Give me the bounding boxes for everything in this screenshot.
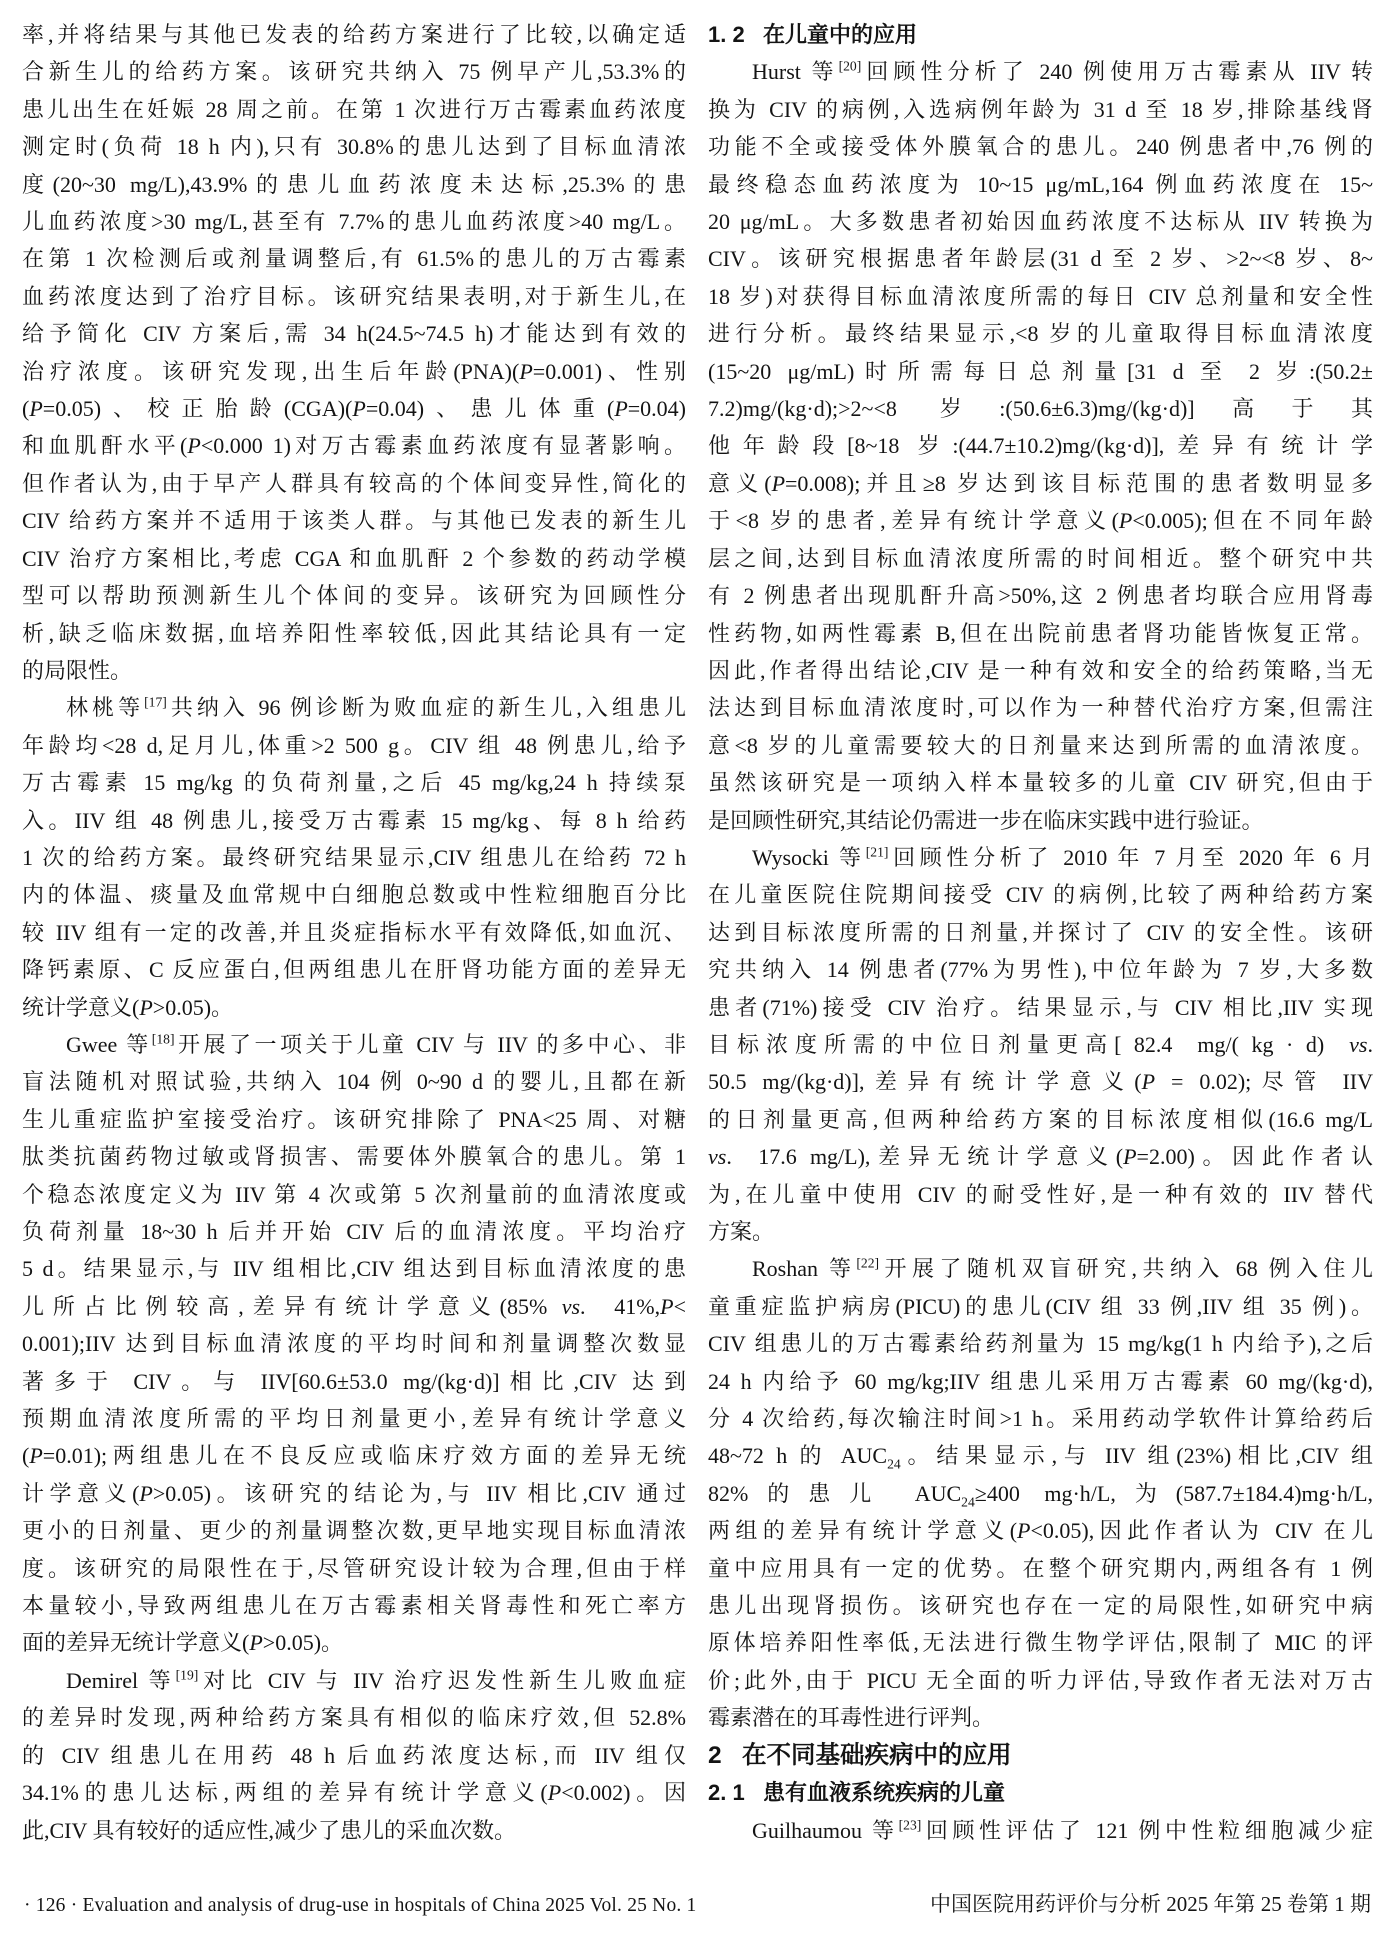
- heading-text: 1. 2 在儿童中的应用: [708, 22, 918, 47]
- text-line: 患儿出现肾损伤。该研究也存在一定的局限性,如研究中病: [708, 1593, 1373, 1619]
- heading-text: 2. 1 患有血液系统疾病的儿童: [708, 1780, 1006, 1806]
- text-line: (15~20 μg/mL)时所需每日总剂量[31 d 至 2 岁:(50.2±: [708, 358, 1373, 384]
- text-line: 究共纳入 14 例患者(77%为男性),中位年龄为 7 岁,大多数: [708, 957, 1373, 983]
- text-line: 48~72 h 的 $AUC_{24}$。结果显示,与 IIV 组(23%)相比,CIV 组: [708, 1443, 1373, 1472]
- text-line: 更小的日剂量、更少的剂量调整次数,更早地实现目标血清浓: [22, 1518, 686, 1544]
- text-line: 18 岁)对获得目标血清浓度所需的每日 CIV 总剂量和安全性: [708, 283, 1373, 309]
- text-line: 的日剂量更高,但两种给药方案的目标浓度相似(16.6 mg/L: [708, 1106, 1373, 1132]
- text-line: vs. 17.6 mg/L),差异无统计学意义(P=2.00)。因此作者认: [708, 1144, 1373, 1170]
- text-line: 生儿重症监护室接受治疗。该研究排除了 PNA<25 周、对糖: [22, 1106, 686, 1132]
- text-line: 意义(P=0.008);并且≥8 岁达到该目标范围的患者数明显多: [708, 470, 1374, 496]
- text-line: 血药浓度达到了治疗目标。该研究结果表明,对于新生儿,在: [22, 283, 686, 309]
- text-line: 本量较小,导致两组患儿在万古霉素相关肾毒性和死亡率方: [22, 1593, 686, 1619]
- text-line: 个稳态浓度定义为 IIV 第 4 次或第 5 次剂量前的血清浓度或: [22, 1181, 686, 1207]
- text-line: CIV。该研究根据患者年龄层(31 d 至 2 岁、>2~<8 岁、8~: [708, 246, 1373, 272]
- text-line: 在儿童医院住院期间接受 CIV 的病例,比较了两种给药方案: [708, 882, 1373, 908]
- text-line: 霉素潜在的耳毒性进行评判。: [708, 1705, 995, 1731]
- text-line: Demirel 等[19]对比 CIV 与 IIV 治疗迟发性新生儿败血症: [66, 1667, 686, 1693]
- text-line: 两组的差异有统计学意义(P<0.05),因此作者认为 CIV 在儿: [708, 1518, 1374, 1544]
- text-line: (P=0.05)、校正胎龄(CGA)(P=0.04)、患儿体重(P=0.04): [22, 396, 686, 422]
- text-line: 价;此外,由于 PICU 无全面的听力评估,导致作者无法对万古: [708, 1667, 1373, 1693]
- text-line: 在第 1 次检测后或剂量调整后,有 61.5%的患儿的万古霉素: [22, 246, 686, 272]
- text-line: 肽类抗菌药物过敏或肾损害、需要体外膜氧合的患儿。第 1: [22, 1144, 686, 1170]
- paragraph: [708, 1250, 1373, 1736]
- paragraph: [708, 839, 1373, 1250]
- text-line: 儿血药浓度>30 mg/L,甚至有 7.7%的患儿血药浓度>40 mg/L。: [22, 209, 686, 235]
- text-line: 万古霉素 15 mg/kg 的负荷剂量,之后 45 mg/kg,24 h 持续泵: [22, 770, 686, 796]
- text-line: 预期血清浓度所需的平均日剂量更小,差异有统计学意义: [22, 1406, 686, 1432]
- paragraph: [22, 689, 686, 1026]
- text-line: 性药物,如两性霉素 B,但在出院前患者肾功能皆恢复正常。: [708, 620, 1373, 646]
- text-line: 因此,作者得出结论,CIV 是一种有效和安全的给药策略,当无: [708, 657, 1373, 683]
- text-line: 儿所占比例较高,差异有统计学意义(85% vs. 41%,P<: [22, 1293, 687, 1319]
- text-line: 有 2 例患者出现肌酐升高>50%,这 2 例患者均联合应用肾毒: [708, 583, 1373, 609]
- text-line: 的局限性。: [22, 657, 133, 683]
- text-line: 24 h 内给予 60 mg/kg;IIV 组患儿采用万古霉素 60 mg/(kg·d),: [708, 1368, 1373, 1394]
- paragraph: [22, 16, 686, 689]
- text-line: 析,缺乏临床数据,血培养阳性率较低,因此其结论具有一定: [22, 620, 686, 646]
- text-line: 的差异时发现,两种给药方案具有相似的临床疗效,但 52.8%: [22, 1705, 686, 1731]
- text-line: 童重症监护病房(PICU)的患儿(CIV 组 33 例,IIV 组 35 例)。: [708, 1293, 1373, 1319]
- text-line: 层之间,达到目标血清浓度所需的时间相近。整个研究中共: [708, 545, 1373, 571]
- text-line: 此,CIV 具有较好的适应性,减少了患儿的采血次数。: [22, 1817, 516, 1843]
- section-heading: [708, 1737, 1373, 1774]
- text-line: 测定时(负荷 18 h 内),只有 30.8%的患儿达到了目标血清浓: [22, 134, 686, 160]
- text-line: 为,在儿童中使用 CIV 的耐受性好,是一种有效的 IIV 替代: [708, 1181, 1373, 1207]
- text-line: 率,并将结果与其他已发表的给药方案进行了比较,以确定适: [22, 22, 686, 47]
- text-line: 和血肌酐水平(P<0.000 1)对万古霉素血药浓度有显著影响。: [22, 433, 686, 459]
- text-line: 年龄均<28 d,足月儿,体重>2 500 g。CIV 组 48 例患儿,给予: [22, 732, 686, 758]
- text-line: 著多于 CIV。与 IIV[60.6±53.0 mg/(kg·d)]相比,CIV 达到: [22, 1368, 686, 1394]
- text-line: 统计学意义(P>0.05)。: [22, 994, 234, 1020]
- text-line: 50.5 mg/(kg·d)],差异有统计学意义(P = 0.02);尽管 IIV: [708, 1069, 1373, 1095]
- heading-text: 2 在不同基础疾病中的应用: [708, 1741, 1012, 1769]
- text-line: 20 μg/mL。大多数患者初始因血药浓度不达标从 IIV 转换为: [708, 209, 1373, 235]
- text-line: 患者(71%)接受 CIV 治疗。结果显示,与 CIV 相比,IIV 实现: [708, 994, 1373, 1020]
- text-line: (P=0.01);两组患儿在不良反应或临床疗效方面的差异无统: [22, 1443, 686, 1469]
- text-line: 分 4 次给药,每次输注时间>1 h。采用药动学软件计算给药后: [708, 1406, 1373, 1432]
- text-line: CIV 治疗方案相比,考虑 CGA 和血肌酐 2 个参数的药动学模: [22, 545, 686, 571]
- text-line: 虽然该研究是一项纳入样本量较多的儿童 CIV 研究,但由于: [708, 770, 1373, 796]
- text-line: 负荷剂量 18~30 h 后并开始 CIV 后的血清浓度。平均治疗: [22, 1219, 686, 1244]
- text-line: 林桃等[17]共纳入 96 例诊断为败血症的新生儿,入组患儿: [66, 694, 686, 721]
- text-line: 的 CIV 组患儿在用药 48 h 后血药浓度达标,而 IIV 组仅: [22, 1742, 686, 1768]
- text-line: Gwee 等[18]开展了一项关于儿童 CIV 与 IIV 的多中心、非: [66, 1031, 686, 1057]
- text-line: 方案。: [708, 1219, 775, 1244]
- text-line: 7.2)mg/(kg·d);>2~<8 岁:(50.6±6.3)mg/(kg·d)]高于其: [708, 396, 1373, 422]
- text-line: 82%的患儿 $AUC_{24}\ge 400$ mg·h/L,为(587.7±184.4)mg·h/L,: [708, 1480, 1374, 1510]
- text-line: 1 次的给药方案。最终研究结果显示,CIV 组患儿在给药 72 h: [22, 844, 686, 870]
- text-line: 度。该研究的局限性在于,尽管研究设计较为合理,但由于样: [22, 1555, 686, 1581]
- text-line: 童中应用具有一定的优势。在整个研究期内,两组各有 1 例: [708, 1555, 1373, 1581]
- text-line: 换为 CIV 的病例,入选病例年龄为 31 d 至 18 岁,排除基线肾: [708, 96, 1373, 122]
- section-heading: [708, 1774, 1373, 1811]
- section-heading: [708, 16, 1373, 53]
- text-line: 但作者认为,由于早产人群具有较高的个体间变异性,简化的: [22, 470, 686, 496]
- right-column: [708, 16, 1373, 1849]
- text-line: 计学意义(P>0.05)。该研究的结论为,与 IIV 相比,CIV 通过: [22, 1480, 687, 1506]
- text-line: 患儿出生在妊娠 28 周之前。在第 1 次进行万古霉素血药浓度: [22, 96, 686, 122]
- text-line: 原体培养阳性率低,无法进行微生物学评估,限制了 MIC 的评: [708, 1630, 1373, 1656]
- text-line: 进行分析。最终结果显示,<8 岁的儿童取得目标血清浓度: [708, 321, 1373, 347]
- text-line: 最终稳态血药浓度为 10~15 μg/mL,164 例血药浓度在 15~: [708, 171, 1373, 197]
- text-line: 34.1%的患儿达标,两组的差异有统计学意义(P<0.002)。因: [22, 1780, 687, 1806]
- text-line: 于<8 岁的患者,差异有统计学意义(P<0.005);但在不同年龄: [708, 508, 1373, 534]
- paragraph: [708, 1812, 1373, 1849]
- text-line: 意<8 岁的儿童需要较大的日剂量来达到所需的血清浓度。: [708, 732, 1373, 758]
- text-line: 治疗浓度。该研究发现,出生后年龄(PNA)(P=0.001)、性别: [22, 358, 687, 384]
- page-footer: [24, 1888, 1371, 1918]
- text-line: Wysocki 等[21]回顾性分析了 2010 年 7 月至 2020 年 6 月: [752, 844, 1373, 870]
- footer-english-running-title: · 126 · Evaluation and analysis of drug-use in hospitals of China 2025 Vol. 25 No. 1: [24, 1895, 697, 1916]
- paragraph: [22, 1026, 686, 1662]
- text-line: 是回顾性研究,其结论仍需进一步在临床实践中进行验证。: [708, 807, 1264, 833]
- text-line: Hurst 等[20]回顾性分析了 240 例使用万古霉素从 IIV 转: [752, 59, 1373, 85]
- text-line: Guilhaumou 等[23]回顾性评估了 121 例中性粒细胞减少症: [752, 1817, 1373, 1843]
- paragraph: [708, 53, 1373, 839]
- text-line: 5 d。结果显示,与 IIV 组相比,CIV 组达到目标血清浓度的患: [22, 1256, 686, 1282]
- footer-chinese-journal-title: 中国医院用药评价与分析 2025 年第 25 卷第 1 期: [930, 1892, 1371, 1916]
- text-line: 给予简化 CIV 方案后,需 34 h(24.5~74.5 h)才能达到有效的: [22, 321, 686, 347]
- text-line: 合新生儿的给药方案。该研究共纳入 75 例早产儿,53.3%的: [22, 59, 686, 85]
- text-line: 度(20~30 mg/L),43.9%的患儿血药浓度未达标,25.3%的患: [22, 171, 686, 197]
- text-line: 0.001);IIV 达到目标血清浓度的平均时间和剂量调整次数显: [22, 1331, 686, 1357]
- text-line: 他年龄段[8~18 岁:(44.7±10.2)mg/(kg·d)],差异有统计学: [708, 433, 1373, 459]
- text-line: CIV 给药方案并不适用于该类人群。与其他已发表的新生儿: [22, 508, 686, 534]
- text-line: 降钙素原、C 反应蛋白,但两组患儿在肝肾功能方面的差异无: [22, 957, 686, 983]
- text-line: 入。IIV 组 48 例患儿,接受万古霉素 15 mg/kg、每 8 h 给药: [22, 807, 686, 833]
- text-line: CIV 组患儿的万古霉素给药剂量为 15 mg/kg(1 h 内给予),之后: [708, 1331, 1373, 1357]
- paragraph: [22, 1662, 686, 1849]
- text-line: Roshan 等[22]开展了随机双盲研究,共纳入 68 例入住儿: [752, 1256, 1373, 1282]
- text-line: 内的体温、痰量及血常规中白细胞总数或中性粒细胞百分比: [22, 882, 686, 908]
- text-line: 功能不全或接受体外膜氧合的患儿。240 例患者中,76 例的: [708, 134, 1373, 160]
- text-line: 法达到目标血清浓度时,可以作为一种替代治疗方案,但需注: [708, 695, 1373, 721]
- text-line: 盲法随机对照试验,共纳入 104 例 0~90 d 的婴儿,且都在新: [22, 1069, 686, 1095]
- text-line: 目标浓度所需的中位日剂量更高[ 82.4 mg/( kg · d) vs.: [708, 1031, 1373, 1057]
- text-line: 型可以帮助预测新生儿个体间的变异。该研究为回顾性分: [22, 583, 686, 609]
- text-line: 较 IIV 组有一定的改善,并且炎症指标水平有效降低,如血沉、: [22, 919, 686, 945]
- left-column: [22, 16, 686, 1849]
- text-line: 达到目标浓度所需的日剂量,并探讨了 CIV 的安全性。该研: [708, 919, 1373, 945]
- text-line: 面的差异无统计学意义(P>0.05)。: [22, 1630, 344, 1656]
